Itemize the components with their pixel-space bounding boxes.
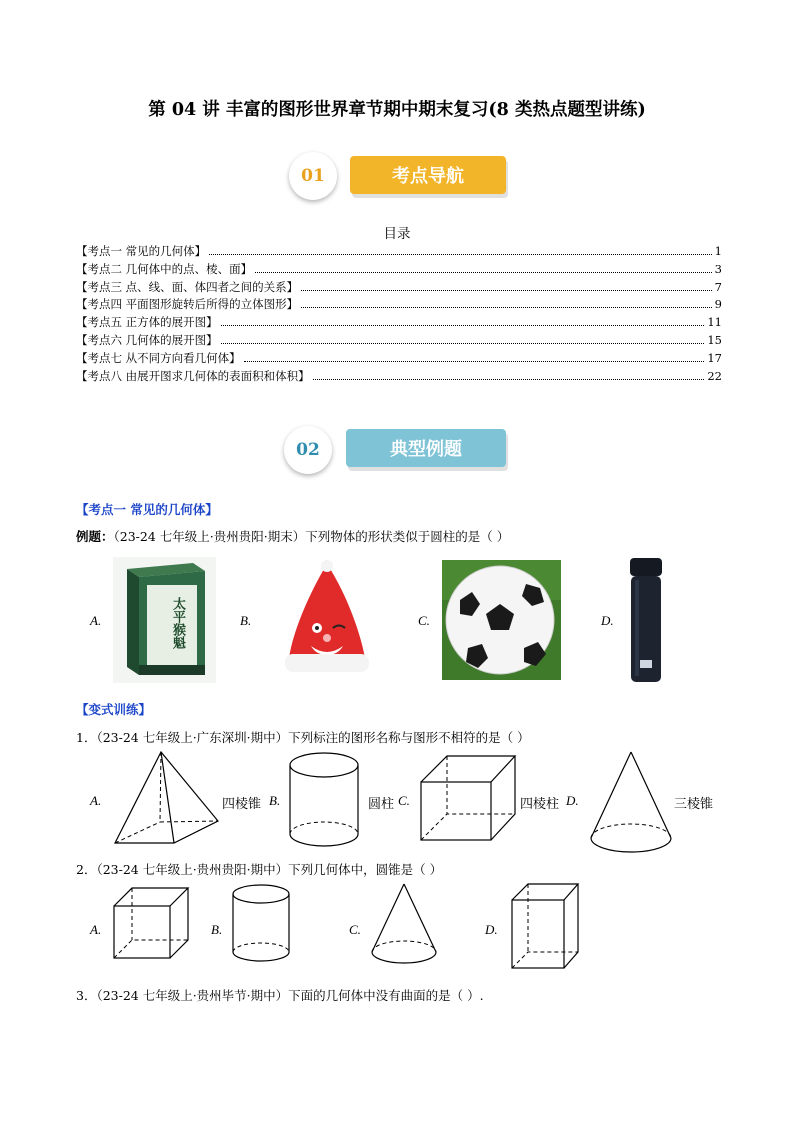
toc-leader-dots	[301, 290, 712, 291]
toc-entry-text: 【考点八 由展开图求几何体的表面积和体积】	[76, 368, 310, 383]
pyramid-figure	[112, 750, 222, 850]
q1-label-d: 三棱锥	[674, 797, 714, 812]
toc-entry[interactable]	[76, 295, 722, 313]
q1-label-a: 四棱锥	[222, 797, 262, 812]
section-number: 02	[296, 440, 320, 460]
soccer-ball-image	[442, 560, 561, 680]
example-text: （23-24 七年级上·贵州贵阳·期末）下列物体的形状类似于圆柱的是（ ）	[113, 529, 510, 544]
toc-entry-text: 【考点二 几何体中的点、棱、面】	[76, 261, 253, 276]
tea-box-label: 太平猴魁	[170, 597, 185, 649]
toc-leader-dots	[244, 361, 705, 362]
document-title: 第 04 讲 丰富的图形世界章节期中期末复习(8 类热点题型讲练)	[148, 100, 646, 120]
toc-leader-dots	[255, 272, 712, 273]
toc-entry-text: 【考点七 从不同方向看几何体】	[76, 350, 241, 365]
santa-hat-image	[281, 560, 373, 678]
q2-cube-figure	[112, 886, 192, 962]
section-banner-label: 典型例题	[390, 439, 462, 460]
q2-option-c: C.	[349, 922, 361, 937]
toc-entry-text: 【考点一 常见的几何体】	[76, 244, 207, 258]
toc-leader-dots	[221, 325, 705, 326]
question-3: 3．（23-24 七年级上·贵州毕节·期中）下面的几何体中没有曲面的是（ ）.	[76, 988, 484, 1003]
topic-heading: 【考点一 常见的几何体】	[76, 502, 218, 517]
toc-entry-text: 【考点六 几何体的展开图】	[76, 333, 218, 347]
question-2: 2．（23-24 七年级上·贵州贵阳·期中）下列几何体中，圆锥是（ ）	[76, 862, 443, 877]
toc-entry-page: 7	[714, 279, 722, 294]
toc-leader-dots	[209, 254, 712, 255]
toc-entry-page: 11	[707, 315, 722, 330]
option-label-d: D.	[601, 613, 614, 628]
q1-option-d: D.	[566, 793, 579, 808]
option-label-b: B.	[240, 613, 252, 628]
section-banner-label: 考点导航	[392, 166, 464, 187]
toc-entry-page: 3	[714, 261, 722, 276]
tea-box-image	[113, 557, 216, 683]
toc-entry-text: 【考点五 正方体的展开图】	[76, 315, 218, 330]
q1-option-b: B.	[269, 793, 281, 808]
toc-entry-page: 15	[707, 333, 722, 347]
toc-heading: 目录	[383, 226, 411, 242]
toc-entry[interactable]	[76, 242, 722, 260]
option-label-a: A.	[90, 613, 102, 628]
question-1: 1．（23-24 七年级上·广东深圳·期中）下列标注的图形名称与图形不相符的是（ ）	[76, 730, 530, 745]
toc-entry-page: 17	[707, 350, 722, 365]
q1-label-c: 四棱柱	[520, 797, 560, 812]
q2-cone-figure	[370, 882, 440, 968]
q2-option-b: B.	[211, 922, 223, 937]
example-question	[76, 527, 509, 545]
toc-leader-dots	[313, 379, 705, 380]
section-number-badge	[284, 426, 332, 474]
q1-label-b: 圆柱	[368, 797, 395, 812]
option-label-c: C.	[418, 613, 430, 628]
toc-entry-text: 【考点三 点、线、面、体四者之间的关系】	[76, 279, 299, 294]
cone-figure	[589, 750, 675, 856]
toc-entry[interactable]	[76, 313, 722, 331]
q1-option-c: C.	[398, 793, 410, 808]
cube-figure	[419, 754, 519, 844]
section-number-badge	[289, 152, 337, 200]
toc-entry[interactable]	[76, 260, 722, 278]
toc-leader-dots	[221, 343, 705, 344]
q1-option-a: A.	[90, 793, 102, 808]
toc-entry-page: 1	[714, 244, 722, 258]
toc-entry[interactable]	[76, 349, 722, 367]
variant-heading: 【变式训练】	[76, 702, 152, 717]
section-banner-examples	[346, 429, 506, 467]
q2-option-d: D.	[485, 922, 498, 937]
q2-cylinder-figure	[231, 884, 293, 966]
toc-leader-dots	[301, 307, 712, 308]
cylinder-figure	[288, 752, 364, 852]
section-banner-navigation	[350, 156, 506, 194]
toc-entry[interactable]	[76, 278, 722, 296]
q2-prism-figure	[510, 882, 582, 972]
toc-entry[interactable]	[76, 367, 722, 385]
toc-entry-text: 【考点四 平面图形旋转后所得的立体图形】	[76, 297, 299, 312]
q2-option-a: A.	[90, 922, 102, 937]
example-prefix: 例题：	[76, 529, 114, 544]
section-number: 01	[301, 166, 325, 186]
toc-entry-page: 22	[707, 368, 722, 383]
toc-entry-page: 9	[714, 297, 722, 312]
thermos-cup-image	[626, 556, 666, 686]
toc-entry[interactable]	[76, 331, 722, 349]
